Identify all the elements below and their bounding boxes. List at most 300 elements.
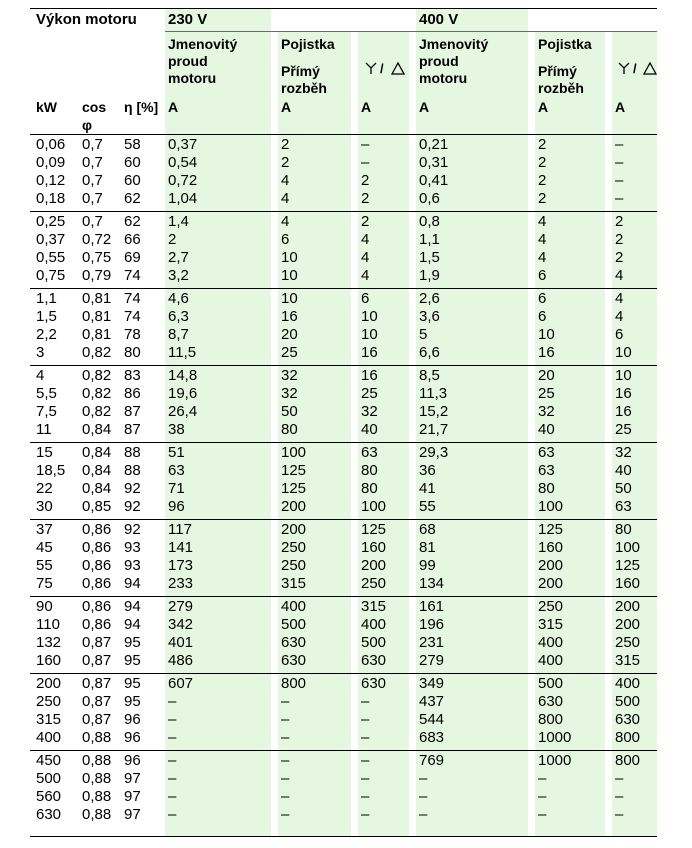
cell-eta: 96: [124, 729, 141, 746]
cell-eta: 93: [124, 557, 141, 574]
cell-cos: 0,7: [82, 136, 103, 153]
cell-fuse-direct-400: 10: [538, 326, 555, 343]
cell-cos: 0,81: [82, 290, 112, 307]
star-delta-slash: /: [380, 61, 384, 76]
cell-fuse-stardelta-400: –: [615, 806, 624, 823]
cell-current-230: 173: [168, 557, 194, 574]
cell-kw: 630: [36, 806, 62, 823]
cell-current-230: 607: [168, 675, 194, 692]
cell-fuse-stardelta-230: 500: [361, 634, 387, 651]
cell-fuse-stardelta-230: 10: [361, 326, 378, 343]
rated-current-230-l2: proud: [168, 53, 208, 69]
cell-fuse-direct-230: 25: [281, 344, 298, 361]
cell-fuse-stardelta-400: 630: [615, 711, 641, 728]
cell-cos: 0,79: [82, 267, 112, 284]
cell-current-230: –: [168, 788, 177, 805]
cell-fuse-stardelta-400: 4: [615, 308, 624, 325]
cell-fuse-direct-230: 4: [281, 190, 290, 207]
cell-current-230: 342: [168, 616, 194, 633]
cell-fuse-direct-230: 125: [281, 480, 307, 497]
cell-fuse-direct-230: 20: [281, 326, 298, 343]
cell-eta: 66: [124, 231, 141, 248]
cell-fuse-stardelta-230: –: [361, 770, 370, 787]
cell-fuse-stardelta-230: 80: [361, 480, 378, 497]
cell-fuse-direct-400: –: [538, 770, 547, 787]
cell-current-230: 96: [168, 498, 185, 515]
cell-fuse-stardelta-230: 40: [361, 421, 378, 438]
cell-current-230: 117: [168, 521, 192, 538]
cell-cos: 0,85: [82, 498, 112, 515]
cell-current-400: 21,7: [419, 421, 449, 438]
cell-cos: 0,88: [82, 770, 112, 787]
fuse-400-header: Pojistka: [538, 36, 592, 52]
group-separator: [30, 596, 657, 597]
cell-current-400: 5: [419, 326, 428, 343]
cell-current-400: 8,5: [419, 367, 440, 384]
cell-fuse-direct-230: –: [281, 752, 290, 769]
direct-start-400-l2: rozběh: [538, 80, 584, 96]
cell-fuse-stardelta-230: –: [361, 711, 370, 728]
cell-fuse-direct-230: 50: [281, 403, 298, 420]
cell-fuse-stardelta-400: 500: [615, 693, 641, 710]
group-separator: [30, 288, 657, 289]
cell-fuse-direct-400: 40: [538, 421, 555, 438]
cell-eta: 74: [124, 267, 141, 284]
cell-eta: 95: [124, 675, 141, 692]
cell-kw: 2,2: [36, 326, 57, 343]
cell-fuse-stardelta-400: 2: [615, 231, 624, 248]
cell-fuse-stardelta-400: 4: [615, 267, 624, 284]
cell-fuse-stardelta-400: –: [615, 788, 624, 805]
cell-fuse-stardelta-400: 16: [615, 403, 632, 420]
cell-fuse-stardelta-400: 32: [615, 444, 632, 461]
cell-current-230: 0,37: [168, 136, 198, 153]
cell-fuse-stardelta-230: 2: [361, 213, 370, 230]
cell-current-400: 231: [419, 634, 445, 651]
cell-cos: 0,7: [82, 172, 103, 189]
cell-fuse-direct-400: 160: [538, 539, 564, 556]
cell-fuse-direct-230: 125: [281, 462, 307, 479]
cell-fuse-direct-230: 10: [281, 267, 298, 284]
cell-current-230: 0,54: [168, 154, 198, 171]
cell-fuse-direct-400: 2: [538, 154, 547, 171]
cell-cos: 0,84: [82, 480, 112, 497]
cell-eta: 92: [124, 480, 141, 497]
cell-fuse-direct-230: 10: [281, 249, 298, 266]
cell-fuse-direct-230: 250: [281, 539, 307, 556]
group-separator: [30, 519, 657, 520]
cell-cos: 0,84: [82, 421, 112, 438]
cell-fuse-stardelta-400: 200: [615, 616, 641, 633]
cell-fuse-stardelta-230: 250: [361, 575, 387, 592]
cell-fuse-stardelta-400: 40: [615, 462, 632, 479]
cell-kw: 45: [36, 539, 53, 556]
cell-fuse-direct-400: 25: [538, 385, 555, 402]
cell-kw: 15: [36, 444, 53, 461]
cell-eta: 92: [124, 521, 141, 538]
motor-table: [30, 8, 657, 837]
cell-fuse-stardelta-400: 200: [615, 598, 641, 615]
cell-current-400: –: [419, 770, 428, 787]
cell-kw: 37: [36, 521, 53, 538]
cell-fuse-direct-400: 4: [538, 231, 547, 248]
cell-kw: 4: [36, 367, 45, 384]
cell-cos: 0,82: [82, 385, 112, 402]
cell-fuse-stardelta-400: 2: [615, 249, 624, 266]
cell-current-400: 279: [419, 652, 445, 669]
unit-a-230-stardelta: A: [361, 99, 372, 115]
cell-fuse-direct-400: 400: [538, 652, 564, 669]
cell-fuse-stardelta-400: 63: [615, 498, 632, 515]
cell-kw: 7,5: [36, 403, 57, 420]
cell-fuse-stardelta-400: 160: [615, 575, 641, 592]
cell-eta: 97: [124, 788, 141, 805]
cell-fuse-stardelta-230: 630: [361, 675, 387, 692]
cell-fuse-stardelta-230: 4: [361, 249, 370, 266]
cell-current-230: 8,7: [168, 326, 189, 343]
cell-fuse-direct-400: 1000: [538, 729, 572, 746]
cell-fuse-direct-230: 10: [281, 290, 298, 307]
cell-cos: 0,81: [82, 308, 112, 325]
cell-kw: 500: [36, 770, 62, 787]
voltage-230-header: 230 V: [168, 11, 208, 28]
cell-current-230: 233: [168, 575, 194, 592]
cell-fuse-stardelta-230: 200: [361, 557, 387, 574]
cell-current-400: 81: [419, 539, 436, 556]
cell-current-230: 486: [168, 652, 194, 669]
cell-kw: 1,1: [36, 290, 57, 307]
cell-fuse-stardelta-400: 6: [615, 326, 624, 343]
voltage-underline: [165, 31, 657, 32]
cell-fuse-stardelta-230: 16: [361, 344, 378, 361]
cell-fuse-stardelta-230: 125: [361, 521, 387, 538]
cell-kw: 0,75: [36, 267, 66, 284]
cell-cos: 0,86: [82, 539, 112, 556]
cell-fuse-stardelta-230: 2: [361, 190, 370, 207]
cell-eta: 60: [124, 172, 141, 189]
rated-current-230-l3: motoru: [168, 70, 217, 86]
cell-fuse-direct-400: 250: [538, 598, 564, 615]
cell-kw: 0,25: [36, 213, 66, 230]
cell-current-400: 29,3: [419, 444, 449, 461]
cell-current-400: 0,8: [419, 213, 440, 230]
cell-kw: 11: [36, 421, 52, 438]
cell-fuse-direct-230: 200: [281, 498, 307, 515]
cell-current-230: 6,3: [168, 308, 189, 325]
cell-fuse-stardelta-230: 315: [361, 598, 387, 615]
cell-current-230: 3,2: [168, 267, 189, 284]
cell-cos: 0,84: [82, 444, 112, 461]
cell-current-400: 41: [419, 480, 436, 497]
cell-current-230: 4,6: [168, 290, 189, 307]
cell-fuse-stardelta-230: –: [361, 136, 370, 153]
cell-fuse-stardelta-230: 400: [361, 616, 387, 633]
cell-current-400: 134: [419, 575, 445, 592]
cell-fuse-stardelta-230: 63: [361, 444, 378, 461]
cell-fuse-direct-400: 100: [538, 498, 564, 515]
cell-kw: 1,5: [36, 308, 57, 325]
cell-current-400: 544: [419, 711, 445, 728]
cell-fuse-direct-400: 20: [538, 367, 555, 384]
cell-eta: 94: [124, 598, 141, 615]
cell-fuse-direct-400: 400: [538, 634, 564, 651]
group-separator: [30, 134, 657, 135]
cell-fuse-stardelta-400: 315: [615, 652, 641, 669]
cell-kw: 0,55: [36, 249, 66, 266]
cell-fuse-stardelta-230: –: [361, 729, 370, 746]
cell-fuse-stardelta-230: 100: [361, 498, 387, 515]
cell-fuse-stardelta-230: 80: [361, 462, 378, 479]
cell-fuse-stardelta-230: 4: [361, 231, 370, 248]
unit-phi: φ: [82, 117, 93, 133]
cell-fuse-direct-230: 400: [281, 598, 307, 615]
cell-current-400: 68: [419, 521, 436, 538]
cell-fuse-direct-230: 630: [281, 652, 307, 669]
cell-fuse-stardelta-400: –: [615, 136, 624, 153]
cell-kw: 18,5: [36, 462, 66, 479]
cell-cos: 0,87: [82, 711, 112, 728]
cell-fuse-stardelta-400: 800: [615, 752, 641, 769]
cell-fuse-direct-400: 6: [538, 267, 547, 284]
cell-cos: 0,87: [82, 675, 112, 692]
cell-current-230: 0,72: [168, 172, 198, 189]
cell-eta: 94: [124, 575, 141, 592]
cell-kw: 110: [36, 616, 60, 633]
cell-fuse-direct-230: 100: [281, 444, 307, 461]
unit-a-400-current: A: [419, 99, 430, 115]
cell-kw: 3: [36, 344, 45, 361]
cell-kw: 5,5: [36, 385, 57, 402]
group-separator: [30, 750, 657, 751]
cell-fuse-direct-400: –: [538, 806, 547, 823]
cell-fuse-direct-230: 200: [281, 521, 307, 538]
cell-kw: 0,12: [36, 172, 66, 189]
cell-current-230: –: [168, 693, 177, 710]
cell-kw: 250: [36, 693, 62, 710]
cell-fuse-stardelta-230: 32: [361, 403, 378, 420]
cell-fuse-stardelta-400: –: [615, 770, 624, 787]
cell-current-230: 63: [168, 462, 185, 479]
cell-fuse-direct-400: 500: [538, 675, 564, 692]
cell-eta: 87: [124, 421, 141, 438]
star-delta-icon: [617, 60, 657, 76]
cell-current-400: 349: [419, 675, 445, 692]
cell-fuse-direct-230: –: [281, 729, 290, 746]
cell-current-400: 11,3: [419, 385, 448, 402]
cell-current-230: 279: [168, 598, 194, 615]
cell-cos: 0,7: [82, 154, 103, 171]
cell-kw: 90: [36, 598, 53, 615]
cell-fuse-direct-230: –: [281, 770, 290, 787]
cell-current-230: 401: [168, 634, 194, 651]
cell-fuse-direct-230: 32: [281, 367, 298, 384]
cell-fuse-direct-230: 800: [281, 675, 307, 692]
cell-eta: 62: [124, 190, 141, 207]
group-separator: [30, 673, 657, 674]
cell-fuse-stardelta-400: 80: [615, 521, 632, 538]
direct-start-400-l1: Přímý: [538, 63, 577, 79]
fuse-230-header: Pojistka: [281, 36, 335, 52]
cell-kw: 0,09: [36, 154, 66, 171]
cell-fuse-direct-230: 2: [281, 136, 290, 153]
cell-eta: 92: [124, 498, 141, 515]
cell-eta: 69: [124, 249, 141, 266]
cell-current-400: 3,6: [419, 308, 440, 325]
cell-cos: 0,88: [82, 729, 112, 746]
cell-fuse-direct-400: 4: [538, 213, 547, 230]
cell-current-230: 11,5: [168, 344, 197, 361]
cell-fuse-direct-400: 63: [538, 462, 555, 479]
cell-fuse-direct-230: 2: [281, 154, 290, 171]
cell-cos: 0,87: [82, 634, 112, 651]
cell-current-230: 2,7: [168, 249, 189, 266]
cell-fuse-stardelta-230: 2: [361, 172, 370, 189]
cell-current-230: 1,4: [168, 213, 189, 230]
cell-kw: 315: [36, 711, 62, 728]
cell-fuse-stardelta-230: 160: [361, 539, 387, 556]
cell-fuse-direct-400: 80: [538, 480, 555, 497]
cell-kw: 0,18: [36, 190, 66, 207]
cell-current-400: 55: [419, 498, 436, 515]
cell-fuse-direct-230: –: [281, 693, 290, 710]
cell-fuse-direct-230: 250: [281, 557, 307, 574]
cell-fuse-stardelta-400: 800: [615, 729, 641, 746]
cell-current-230: 141: [168, 539, 194, 556]
group-separator: [30, 211, 657, 212]
cell-current-400: 0,6: [419, 190, 440, 207]
star-delta-icon: [364, 60, 408, 76]
direct-start-230-l2: rozběh: [281, 80, 327, 96]
cell-cos: 0,86: [82, 598, 112, 615]
rated-current-400-l3: motoru: [419, 70, 468, 86]
cell-fuse-direct-230: 80: [281, 421, 298, 438]
cell-eta: 95: [124, 693, 141, 710]
cell-cos: 0,86: [82, 575, 112, 592]
cell-fuse-stardelta-230: –: [361, 752, 370, 769]
cell-eta: 86: [124, 385, 141, 402]
rated-current-400-l1: Jmenovitý: [419, 36, 489, 52]
cell-cos: 0,7: [82, 213, 103, 230]
cell-fuse-direct-230: 16: [281, 308, 298, 325]
cell-cos: 0,7: [82, 190, 103, 207]
cell-cos: 0,88: [82, 752, 112, 769]
cell-fuse-direct-400: 63: [538, 444, 555, 461]
cell-fuse-stardelta-230: 4: [361, 267, 370, 284]
cell-current-400: 1,9: [419, 267, 440, 284]
cell-eta: 88: [124, 444, 141, 461]
cell-kw: 22: [36, 480, 53, 497]
unit-a-400-stardelta: A: [615, 99, 626, 115]
cell-cos: 0,86: [82, 557, 112, 574]
bottom-border: [30, 836, 657, 837]
cell-fuse-stardelta-400: 10: [615, 344, 632, 361]
cell-kw: 0,37: [36, 231, 66, 248]
unit-kw: kW: [36, 99, 57, 115]
cell-eta: 58: [124, 136, 141, 153]
cell-eta: 95: [124, 652, 141, 669]
cell-fuse-stardelta-230: –: [361, 154, 370, 171]
cell-kw: 560: [36, 788, 62, 805]
cell-eta: 60: [124, 154, 141, 171]
cell-eta: 94: [124, 616, 141, 633]
cell-fuse-stardelta-230: –: [361, 693, 370, 710]
cell-current-230: 19,6: [168, 385, 198, 402]
cell-cos: 0,87: [82, 693, 112, 710]
cell-fuse-direct-230: 315: [281, 575, 307, 592]
cell-current-400: 1,1: [419, 231, 440, 248]
cell-eta: 95: [124, 634, 141, 651]
cell-fuse-stardelta-400: 16: [615, 385, 632, 402]
cell-fuse-direct-400: 4: [538, 249, 547, 266]
cell-cos: 0,75: [82, 249, 112, 266]
cell-eta: 83: [124, 367, 141, 384]
cell-kw: 0,06: [36, 136, 66, 153]
cell-fuse-stardelta-230: 6: [361, 290, 370, 307]
cell-fuse-stardelta-230: 25: [361, 385, 378, 402]
cell-eta: 96: [124, 752, 141, 769]
cell-current-400: 36: [419, 462, 436, 479]
voltage-400-header: 400 V: [419, 11, 459, 28]
cell-fuse-direct-400: 6: [538, 290, 547, 307]
cell-current-230: 2: [168, 231, 177, 248]
cell-fuse-direct-400: 800: [538, 711, 564, 728]
cell-kw: 132: [36, 634, 62, 651]
cell-fuse-direct-230: –: [281, 806, 290, 823]
star-delta-slash: /: [633, 61, 637, 76]
cell-fuse-direct-400: 200: [538, 575, 564, 592]
cell-eta: 74: [124, 290, 141, 307]
cell-eta: 74: [124, 308, 141, 325]
cell-kw: 160: [36, 652, 62, 669]
cell-fuse-stardelta-400: 50: [615, 480, 632, 497]
cell-fuse-direct-400: 2: [538, 136, 547, 153]
cell-fuse-direct-230: 32: [281, 385, 298, 402]
cell-current-400: –: [419, 806, 428, 823]
cell-fuse-stardelta-400: 2: [615, 213, 624, 230]
unit-cos: cos: [82, 99, 107, 115]
cell-fuse-direct-230: 6: [281, 231, 290, 248]
cell-fuse-stardelta-400: 10: [615, 367, 632, 384]
cell-current-400: 683: [419, 729, 445, 746]
group-separator: [30, 442, 657, 443]
cell-eta: 88: [124, 462, 141, 479]
cell-fuse-stardelta-400: –: [615, 154, 624, 171]
cell-fuse-stardelta-230: 630: [361, 652, 387, 669]
cell-current-400: 161: [419, 598, 445, 615]
cell-current-400: 437: [419, 693, 445, 710]
unit-eta: η [%]: [124, 99, 159, 115]
cell-fuse-stardelta-400: 250: [615, 634, 641, 651]
cell-fuse-direct-230: 500: [281, 616, 307, 633]
cell-fuse-direct-230: 4: [281, 213, 290, 230]
cell-current-400: –: [419, 788, 428, 805]
cell-current-400: 15,2: [419, 403, 449, 420]
cell-current-230: 1,04: [168, 190, 198, 207]
cell-fuse-direct-400: 6: [538, 308, 547, 325]
cell-fuse-stardelta-400: 125: [615, 557, 641, 574]
cell-current-400: 2,6: [419, 290, 440, 307]
cell-fuse-stardelta-400: 400: [615, 675, 641, 692]
cell-cos: 0,88: [82, 788, 112, 805]
cell-cos: 0,82: [82, 367, 112, 384]
cell-current-230: 26,4: [168, 403, 198, 420]
cell-fuse-direct-400: 630: [538, 693, 564, 710]
cell-current-400: 99: [419, 557, 436, 574]
cell-eta: 97: [124, 770, 141, 787]
cell-kw: 400: [36, 729, 62, 746]
cell-current-400: 1,5: [419, 249, 440, 266]
cell-current-230: –: [168, 806, 177, 823]
